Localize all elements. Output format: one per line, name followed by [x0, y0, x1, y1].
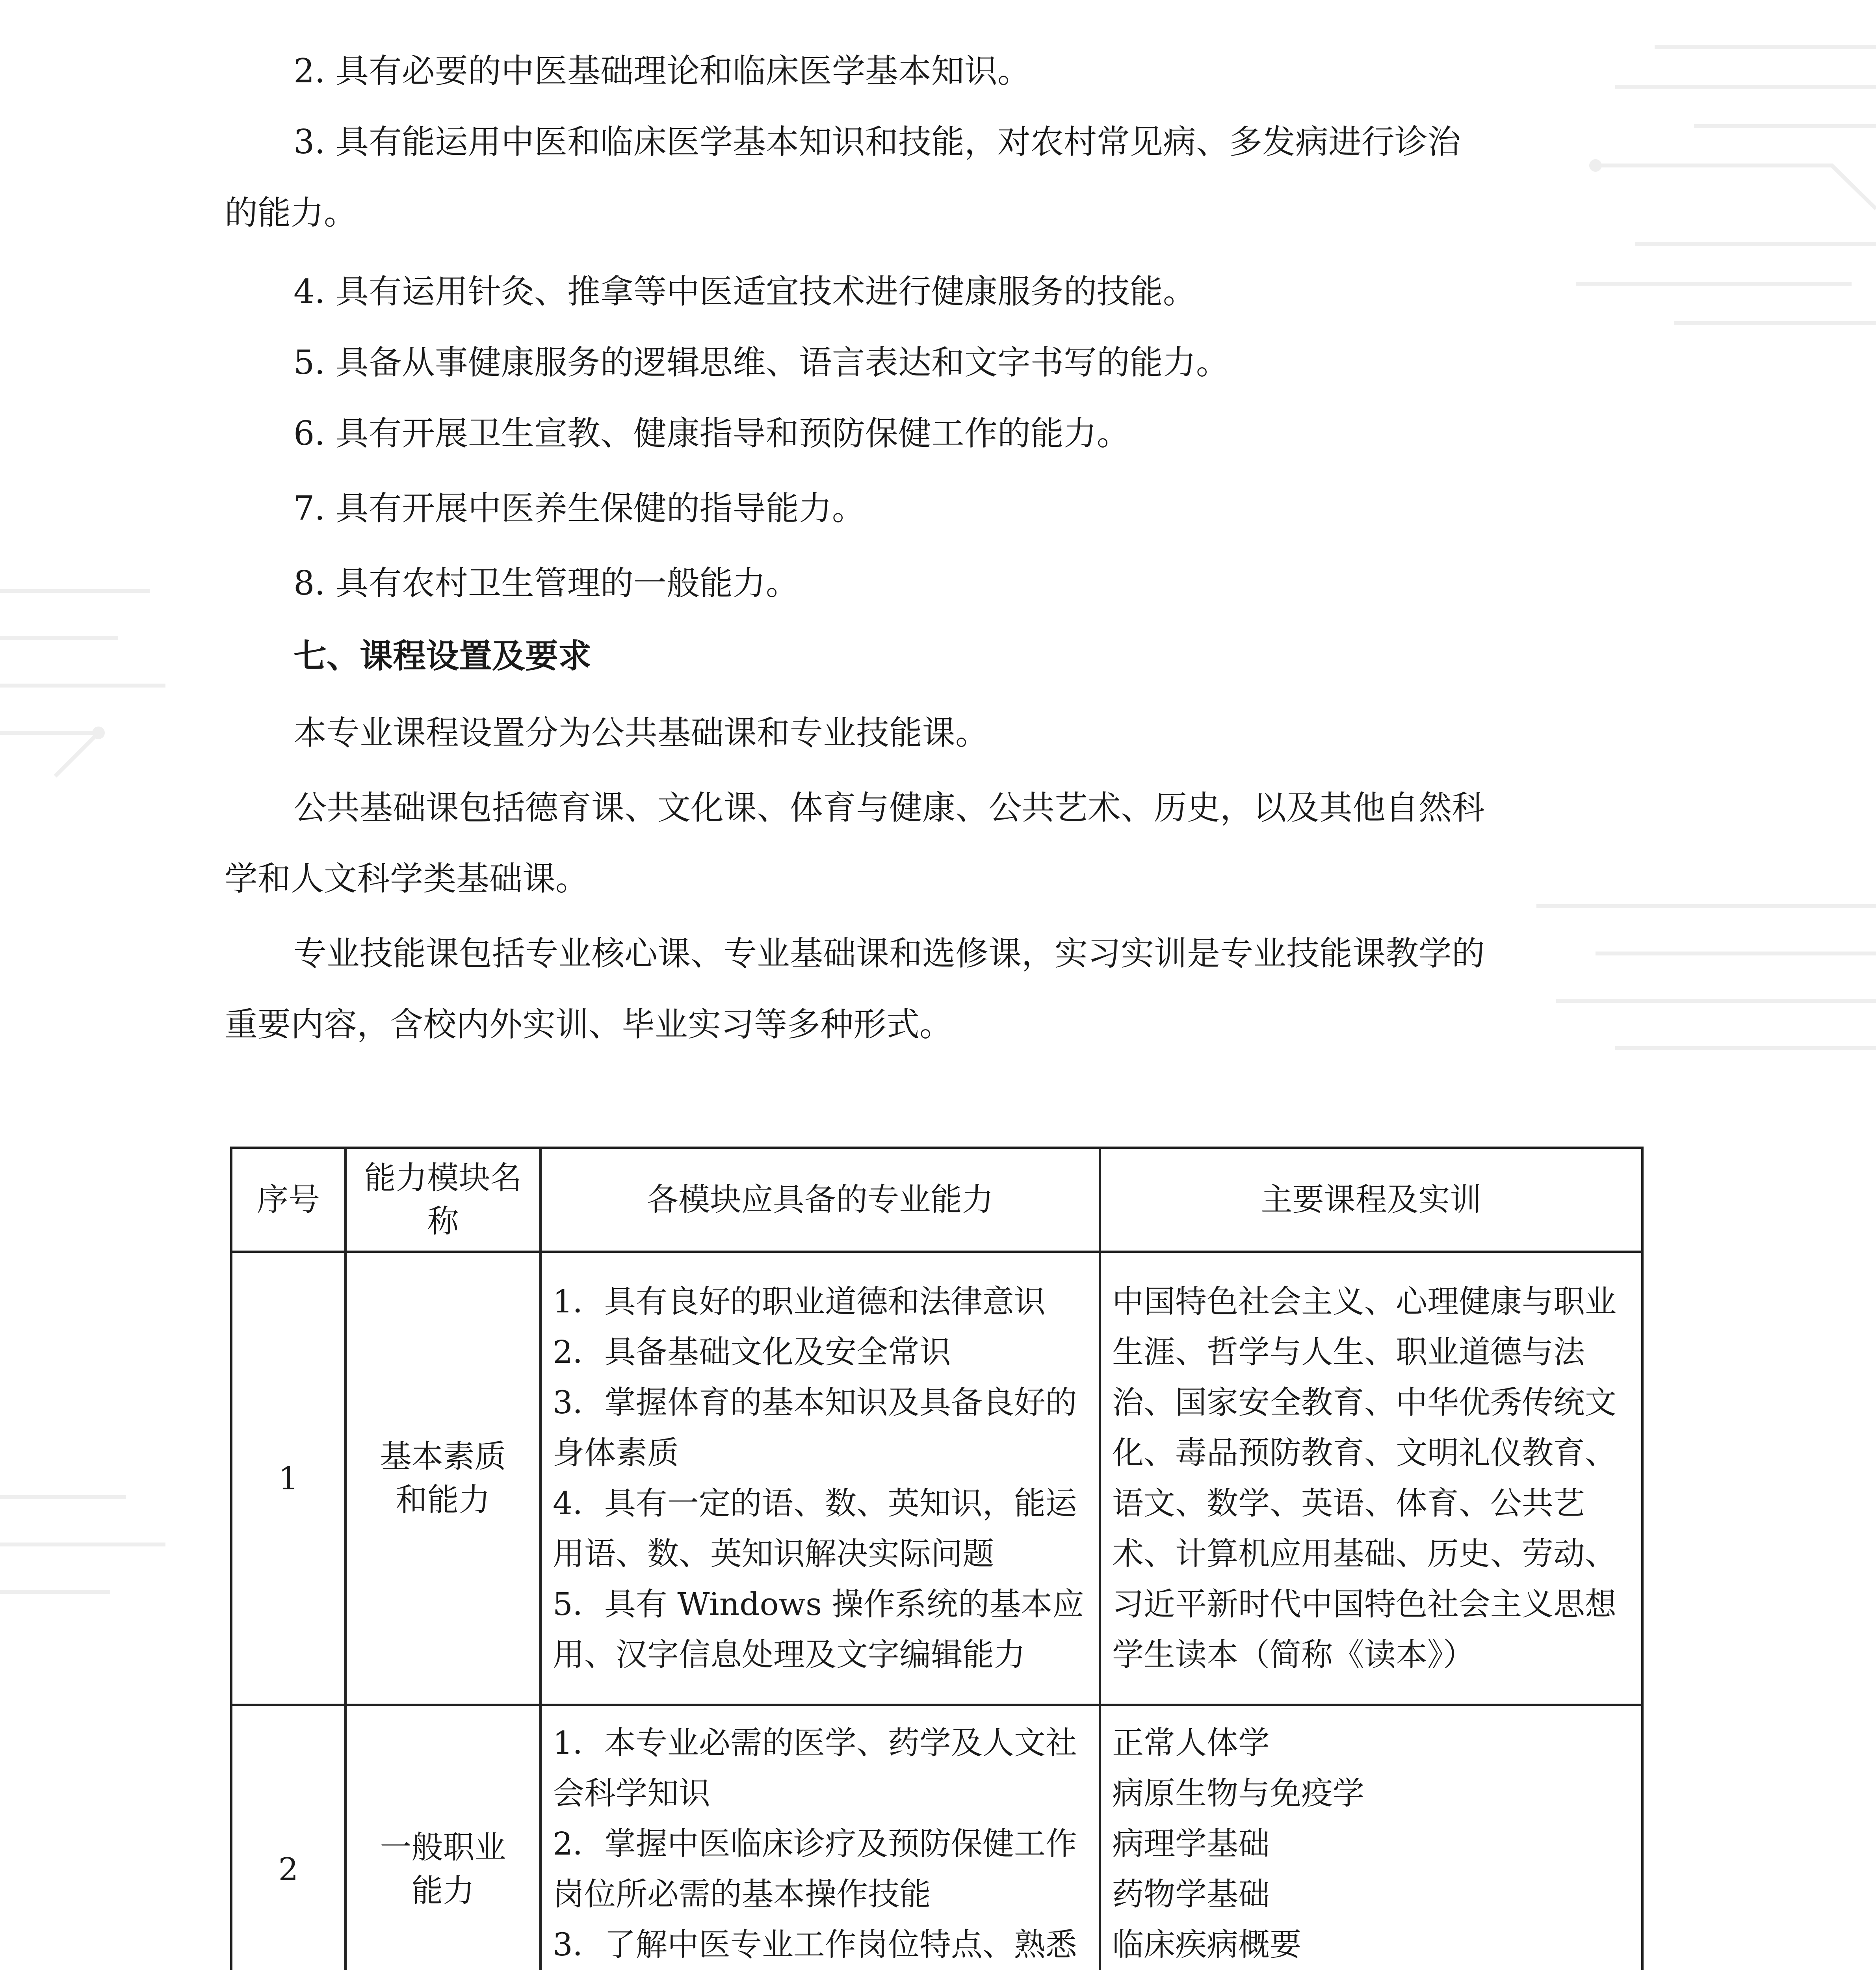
paragraph-ability-3: 3. 具有能运用中医和临床医学基本知识和技能，对农村常见病、多发病进行诊治: [293, 123, 1461, 161]
list-item: 药物学基础: [1112, 1876, 1270, 1912]
list-item: 病理学基础: [1112, 1825, 1270, 1862]
row-no: 2: [231, 1705, 345, 1970]
paragraph-public-courses-cont: 学和人文科学类基础课。: [225, 859, 589, 898]
paragraph-ability-4: 4. 具有运用针灸、推拿等中医适宜技术进行健康服务的技能。: [293, 272, 1196, 311]
list-item: 2．掌握中医临床诊疗及预防保健工作岗位所必需的基本操作技能: [553, 1825, 1077, 1912]
list-item: 中国特色社会主义、心理健康与职业生涯、哲学与人生、职业道德与法治、国家安全教育、中华优秀传统文化、毒品预防教育、文明礼仪教育、语文、数学、英语、体育、公共艺术、计算机应用基础、历史、劳动、习近平新时代中国特色社会主义思想学生读本（简称《读本》）: [1112, 1283, 1616, 1673]
list-item: 3．了解中医专业工作岗位特点、熟悉: [553, 1926, 1077, 1963]
paragraph-skill-courses: 专业技能课包括专业核心课、专业基础课和选修课，实习实训是专业技能课教学的: [293, 934, 1485, 973]
row-no: 1: [231, 1252, 345, 1705]
header-courses: 主要课程及实训: [1100, 1148, 1642, 1252]
list-item: 3．掌握体育的基本知识及具备良好的身体素质: [553, 1384, 1077, 1471]
row-courses: [1100, 1252, 1642, 1705]
list-item: 5．具有 Windows 操作系统的基本应用、汉字信息处理及文字编辑能力: [553, 1586, 1084, 1673]
header-abilities: 各模块应具备的专业能力: [541, 1148, 1100, 1252]
list-item: 临床疾病概要: [1112, 1926, 1301, 1963]
paragraph-ability-3-cont: 的能力。: [225, 193, 357, 232]
paragraph-ability-6: 6. 具有开展卫生宣教、健康指导和预防保健工作的能力。: [293, 414, 1130, 453]
list-item: 4．具有一定的语、数、英知识，能运用语、数、英知识解决实际问题: [553, 1485, 1077, 1572]
paragraph-ability-7: 7. 具有开展中医养生保健的指导能力。: [293, 489, 865, 528]
ability-course-table: [230, 1147, 1644, 1970]
header-module: 能力模块名称: [345, 1148, 541, 1252]
paragraph-ability-5: 5. 具备从事健康服务的逻辑思维、语言表达和文字书写的能力。: [293, 343, 1229, 382]
table-row: [231, 1705, 1642, 1970]
row-abilities: [541, 1252, 1100, 1705]
paragraph-ability-2: 2. 具有必要的中医基础理论和临床医学基本知识。: [293, 52, 1031, 90]
paragraph-skill-courses-cont: 重要内容，含校内外实训、毕业实习等多种形式。: [225, 1005, 953, 1044]
table-row: [231, 1252, 1642, 1705]
header-no: 序号: [231, 1148, 345, 1252]
paragraph-public-courses: 公共基础课包括德育课、文化课、体育与健康、公共艺术、历史，以及其他自然科: [293, 788, 1485, 827]
list-item: 1．本专业必需的医学、药学及人文社会科学知识: [553, 1725, 1077, 1812]
list-item: 病原生物与免疫学: [1112, 1775, 1364, 1812]
paragraph-course-intro: 本专业课程设置分为公共基础课和专业技能课。: [293, 714, 989, 752]
list-item: 2．具备基础文化及安全常识: [553, 1334, 951, 1370]
row-abilities: [541, 1705, 1100, 1970]
list-item: 正常人体学: [1112, 1725, 1270, 1761]
paragraph-ability-8: 8. 具有农村卫生管理的一般能力。: [293, 564, 799, 602]
section-heading: 七、课程设置及要求: [293, 636, 592, 675]
row-module: 一般职业能力: [345, 1705, 541, 1970]
row-module: 基本素质和能力: [345, 1252, 541, 1705]
list-item: 1．具有良好的职业道德和法律意识: [553, 1283, 1046, 1320]
row-courses: [1100, 1705, 1642, 1970]
table-header-row: [231, 1148, 1642, 1252]
